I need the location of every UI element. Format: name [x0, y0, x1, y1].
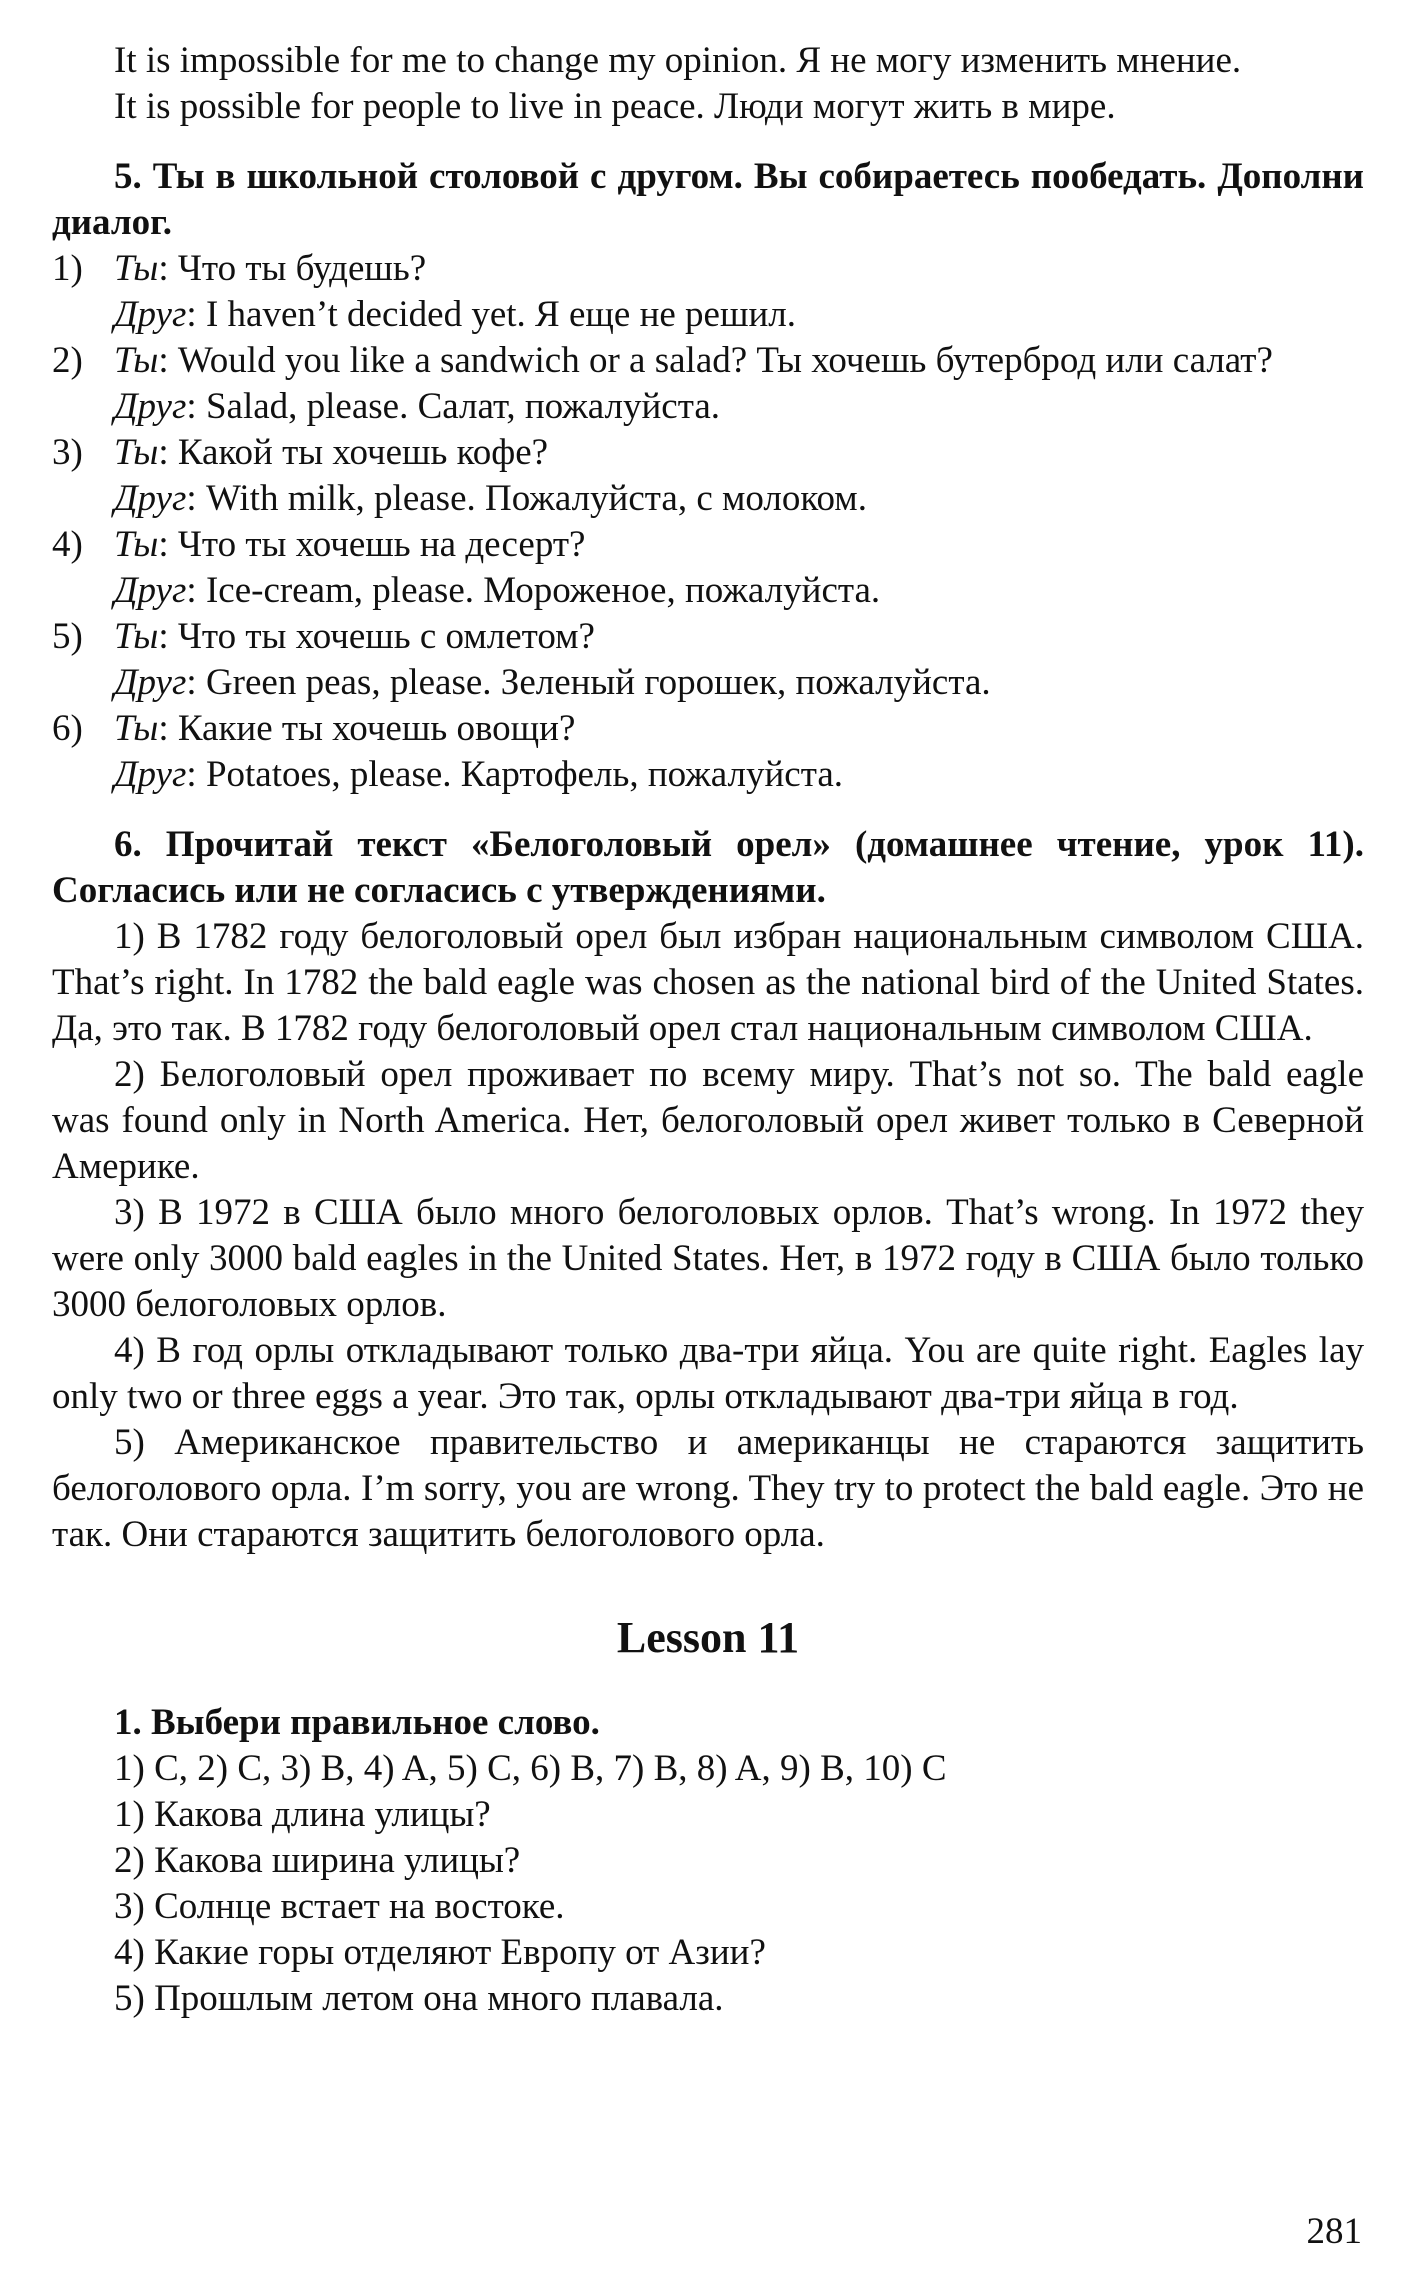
dialogue-item	[52, 430, 1364, 522]
you-label: Ты	[114, 708, 159, 749]
friend-line: : With milk, please. Пожалуйста, с молоком.	[186, 478, 867, 519]
you-label: Ты	[114, 248, 159, 289]
friend-label: Друг	[114, 662, 187, 703]
friend-line: : Green peas, please. Зеленый горошек, пожалуйста.	[186, 662, 991, 703]
translation-line: 5) Прошлым летом она много плавала.	[114, 1978, 724, 2019]
task5-title: 5. Ты в школьной столовой с другом. Вы собираетесь пообедать. Дополни диалог.	[52, 156, 1364, 243]
friend-line: : I haven’t decided yet. Я еще не решил.	[186, 294, 796, 335]
item-number: 4)	[52, 524, 83, 565]
friend-label: Друг	[114, 294, 187, 335]
you-line: : Какие ты хочешь овощи?	[158, 708, 576, 749]
you-line: : Что ты будешь?	[158, 248, 427, 289]
dialogue-item	[52, 706, 1364, 798]
dialogue-item	[52, 522, 1364, 614]
lesson-title: Lesson 11	[616, 1613, 800, 1662]
translation-line: 2) Какова ширина улицы?	[114, 1840, 521, 1881]
intro-line: It is possible for people to live in peace. Люди могут жить в мире.	[114, 86, 1116, 127]
translation-line: 4) Какие горы отделяют Европу от Азии?	[114, 1932, 766, 1973]
statement-paragraph: 2) Белоголовый орел проживает по всему миру. That’s not so. The bald eagle was found only in North America. Нет, белоголовый орел живет только в Северной Америке.	[52, 1054, 1364, 1187]
task6-title: 6. Прочитай текст «Белоголовый орел» (домашнее чтение, урок 11). Согласись или не согласись с утверждениями.	[52, 824, 1364, 911]
lesson-task1-title: 1. Выбери правильное слово.	[114, 1702, 600, 1743]
friend-line: : Ice-cream, please. Мороженое, пожалуйста.	[186, 570, 881, 611]
item-number: 5)	[52, 616, 83, 657]
translation-line: 3) Солнце встает на востоке.	[114, 1886, 565, 1927]
you-label: Ты	[114, 432, 159, 473]
page-content	[52, 38, 1364, 2022]
you-label: Ты	[114, 616, 159, 657]
friend-line: : Potatoes, please. Картофель, пожалуйста.	[186, 754, 843, 795]
answer-key: 1) C, 2) C, 3) B, 4) A, 5) C, 6) B, 7) B, 8) A, 9) B, 10) C	[114, 1748, 947, 1789]
translation-line: 1) Какова длина улицы?	[114, 1794, 491, 1835]
you-line: : Что ты хочешь на десерт?	[158, 524, 586, 565]
dialogue-item	[52, 338, 1364, 430]
you-line: : Что ты хочешь с омлетом?	[158, 616, 595, 657]
you-label: Ты	[114, 524, 159, 565]
you-line: : Какой ты хочешь кофе?	[158, 432, 549, 473]
statement-paragraph: 5) Американское правительство и американцы не стараются защитить белоголового орла. I’m sorry, you are wrong. They try to protect the bald eagle. Это не так. Они стараются защитить белоголового орла.	[52, 1422, 1364, 1555]
statement-paragraph: 1) В 1782 году белоголовый орел был избран национальным символом США. That’s right. In 1782 the bald eagle was chosen as the national bird of the United States. Да, это так. В 1782 году белоголовый орел стал национальным символом США.	[52, 916, 1364, 1049]
friend-line: : Salad, please. Салат, пожалуйста.	[186, 386, 721, 427]
item-number: 3)	[52, 432, 83, 473]
statement-paragraph: 3) В 1972 в США было много белоголовых орлов. That’s wrong. In 1972 they were only 3000 bald eagles in the United States. Нет, в 1972 году в США было только 3000 белоголовых орлов.	[52, 1192, 1364, 1325]
friend-label: Друг	[114, 570, 187, 611]
item-number: 2)	[52, 340, 83, 381]
statement-paragraph: 4) В год орлы откладывают только два-три яйца. You are quite right. Eagles lay only two or three eggs a year. Это так, орлы откладывают два-три яйца в год.	[52, 1330, 1364, 1417]
page-number: 281	[1306, 2211, 1362, 2252]
you-label: Ты	[114, 340, 159, 381]
friend-label: Друг	[114, 386, 187, 427]
dialogue-item	[52, 614, 1364, 706]
dialogue-item	[52, 246, 1364, 338]
item-number: 1)	[52, 248, 83, 289]
friend-label: Друг	[114, 478, 187, 519]
dialogue-list	[52, 246, 1364, 798]
friend-label: Друг	[114, 754, 187, 795]
item-number: 6)	[52, 708, 83, 749]
you-line: : Would you like a sandwich or a salad? Ты хочешь бутерброд или салат?	[158, 340, 1273, 381]
intro-line: It is impossible for me to change my opinion. Я не могу изменить мнение.	[114, 40, 1242, 81]
